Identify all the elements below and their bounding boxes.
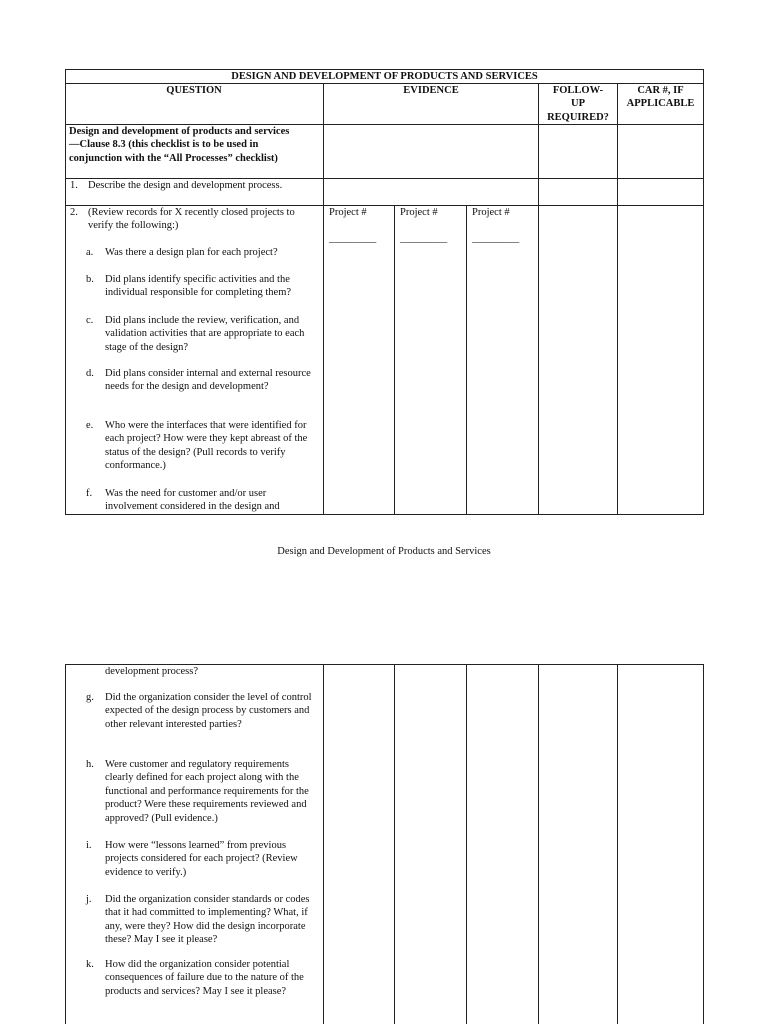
project-blank-1: _________: [329, 233, 377, 244]
header-evidence: EVIDENCE: [403, 85, 459, 96]
table-border-right: [703, 69, 704, 515]
question-2-text: (Review records for X recently closed projects to verify the following:): [88, 207, 295, 232]
table-title: DESIGN AND DEVELOPMENT OF PRODUCTS AND SERVICES: [231, 71, 538, 82]
table-rule: [323, 83, 324, 515]
table-rule: [466, 664, 467, 1024]
table-border-left: [65, 664, 66, 1024]
table-border-bottom: [65, 514, 704, 515]
project-label-3: Project #: [472, 207, 510, 218]
header-car: CAR #, IF APPLICABLE: [626, 85, 695, 110]
table-border-right: [703, 664, 704, 1024]
question-2-number: 2.: [70, 207, 78, 218]
project-label-2: Project #: [400, 207, 438, 218]
project-blank-3: _________: [472, 233, 520, 244]
continuation-text: development process?: [105, 666, 199, 677]
table-rule: [538, 83, 539, 515]
project-blank-2: _________: [400, 233, 448, 244]
project-label-1: Project #: [329, 207, 367, 218]
page-footer: Design and Development of Products and Services: [277, 546, 491, 557]
question-1-number: 1.: [70, 180, 78, 191]
table-rule: [323, 664, 324, 1024]
table-rule: [538, 664, 539, 1024]
table-rule: [394, 664, 395, 1024]
table-rule: [394, 205, 395, 515]
table-rule: [617, 83, 618, 515]
table-rule: [617, 664, 618, 1024]
question-1-text: Describe the design and development process.: [88, 180, 283, 191]
header-question: QUESTION: [166, 85, 222, 96]
table-rule: [466, 205, 467, 515]
section-heading: Design and development of products and services —Clause 8.3 (this checklist is to be used in conjunction with the “All Processes” checklist): [69, 126, 290, 164]
page1-items-clip: a. Was there a design plan for each project? b. Did plans identify specific activities and the individual responsible for completing them? c. Did plans include the review, verification, and validation activities that are appropriate to each stage of the design? d. Did plans consider internal and external resource needs for the design and development? e. Who were the interfaces that were identified for each project? How were they kept abreast of the status of the design? (Pull records to verify conformance.) f. Was the need for customer and/or user involvement considered in the design and: [86, 247, 311, 513]
header-followup: FOLLOW- UP REQUIRED?: [547, 85, 609, 123]
